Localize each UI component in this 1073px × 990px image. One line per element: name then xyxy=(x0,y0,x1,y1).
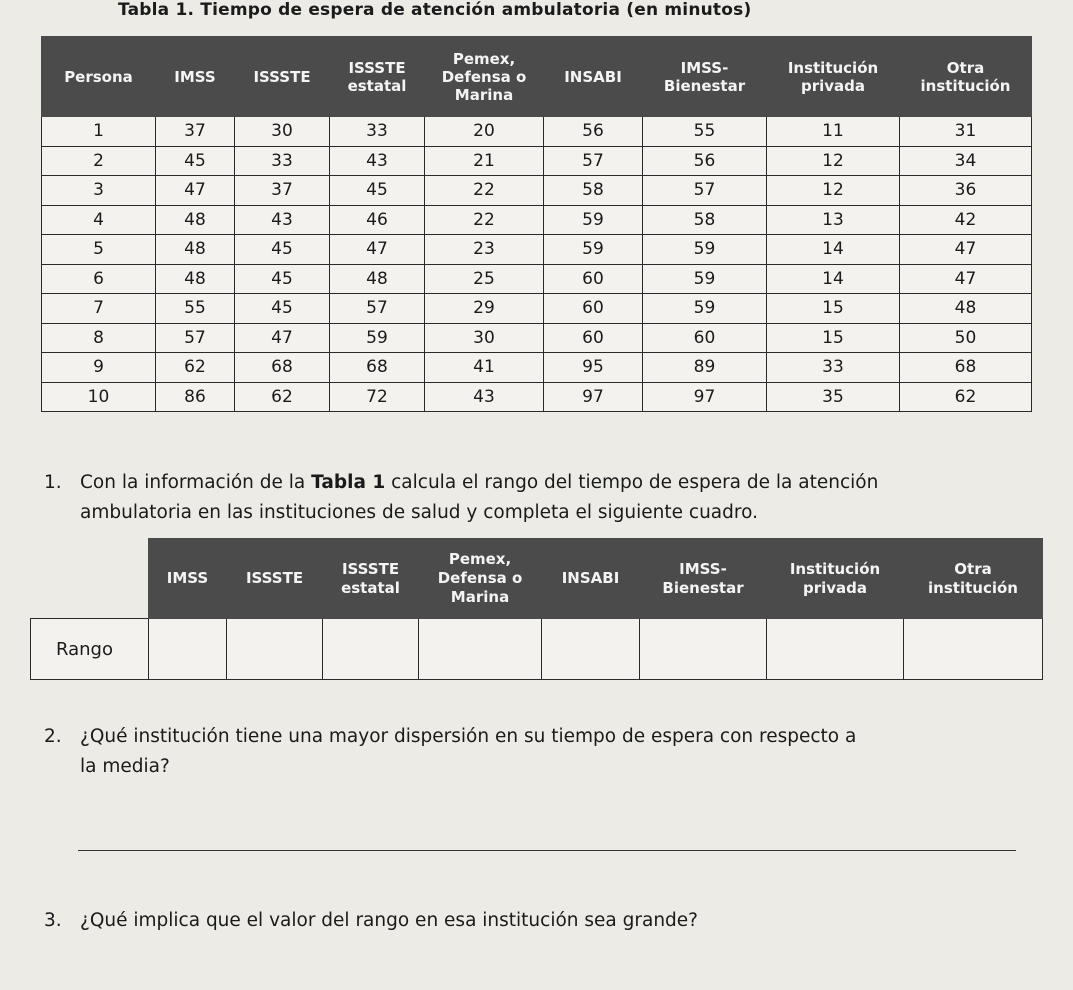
wait-time-cell: 45 xyxy=(235,294,330,324)
wait-time-cell: 59 xyxy=(643,235,767,265)
wait-time-cell: 60 xyxy=(643,323,767,353)
wait-time-cell: 30 xyxy=(235,117,330,147)
person-number-cell: 2 xyxy=(42,146,156,176)
question-number: 1. xyxy=(44,472,62,493)
wait-time-cell: 68 xyxy=(900,353,1032,383)
wait-time-cell: 58 xyxy=(544,176,643,206)
question-1-text-a: Con la información de la xyxy=(80,472,312,493)
range-row xyxy=(31,619,1043,680)
question-1-text-b: calcula el rango del tiempo de espera de la atención xyxy=(385,472,879,493)
wait-time-cell: 43 xyxy=(235,205,330,235)
range-answer-cell[interactable] xyxy=(904,619,1043,680)
table2-header-cell: ISSSTE xyxy=(227,539,323,619)
range-answer-cell[interactable] xyxy=(767,619,904,680)
wait-time-cell: 25 xyxy=(425,264,544,294)
table1-header-cell: Institución privada xyxy=(767,37,900,117)
wait-time-cell: 48 xyxy=(900,294,1032,324)
wait-time-cell: 57 xyxy=(156,323,235,353)
wait-time-cell: 12 xyxy=(767,176,900,206)
table1-header-cell: ISSSTE xyxy=(235,37,330,117)
wait-time-cell: 33 xyxy=(330,117,425,147)
wait-time-cell: 22 xyxy=(425,205,544,235)
wait-time-cell: 45 xyxy=(235,235,330,265)
wait-time-cell: 62 xyxy=(900,382,1032,412)
answer-line[interactable] xyxy=(78,850,1016,851)
wait-time-cell: 48 xyxy=(156,205,235,235)
wait-time-cell: 37 xyxy=(156,117,235,147)
person-number-cell: 8 xyxy=(42,323,156,353)
table-row xyxy=(42,353,1032,383)
wait-time-cell: 50 xyxy=(900,323,1032,353)
wait-time-cell: 72 xyxy=(330,382,425,412)
wait-time-cell: 47 xyxy=(900,264,1032,294)
wait-time-cell: 58 xyxy=(643,205,767,235)
wait-time-cell: 11 xyxy=(767,117,900,147)
wait-time-cell: 68 xyxy=(330,353,425,383)
table1-header-cell: ISSSTE estatal xyxy=(330,37,425,117)
table2-header-cell: Institución privada xyxy=(767,539,904,619)
wait-time-cell: 15 xyxy=(767,294,900,324)
wait-time-cell: 48 xyxy=(156,235,235,265)
wait-time-cell: 13 xyxy=(767,205,900,235)
wait-time-cell: 21 xyxy=(425,146,544,176)
wait-time-cell: 33 xyxy=(767,353,900,383)
person-number-cell: 4 xyxy=(42,205,156,235)
wait-time-cell: 47 xyxy=(156,176,235,206)
wait-time-cell: 55 xyxy=(156,294,235,324)
wait-time-cell: 56 xyxy=(544,117,643,147)
question-number: 3. xyxy=(44,910,62,931)
person-number-cell: 6 xyxy=(42,264,156,294)
wait-time-cell: 36 xyxy=(900,176,1032,206)
table2-header-cell: Pemex, Defensa o Marina xyxy=(419,539,542,619)
person-number-cell: 3 xyxy=(42,176,156,206)
wait-time-cell: 57 xyxy=(643,176,767,206)
question-number: 2. xyxy=(44,726,62,747)
table-row xyxy=(42,294,1032,324)
wait-time-cell: 62 xyxy=(235,382,330,412)
wait-time-cell: 46 xyxy=(330,205,425,235)
wait-time-cell: 60 xyxy=(544,294,643,324)
question-2-text-line1: ¿Qué institución tiene una mayor dispersión en su tiempo de espera con respecto a xyxy=(80,726,857,747)
range-answer-cell[interactable] xyxy=(640,619,767,680)
wait-time-cell: 59 xyxy=(544,205,643,235)
wait-time-cell: 56 xyxy=(643,146,767,176)
wait-time-cell: 89 xyxy=(643,353,767,383)
person-number-cell: 1 xyxy=(42,117,156,147)
question-1 xyxy=(44,468,1044,528)
question-1-text-line2: ambulatoria en las instituciones de salud y completa el siguiente cuadro. xyxy=(80,502,758,523)
wait-time-cell: 29 xyxy=(425,294,544,324)
wait-time-cell: 43 xyxy=(425,382,544,412)
wait-time-cell: 20 xyxy=(425,117,544,147)
table2-header-cell: INSABI xyxy=(542,539,640,619)
question-3 xyxy=(44,906,1044,936)
table-row xyxy=(42,205,1032,235)
wait-time-cell: 62 xyxy=(156,353,235,383)
table2-header-cell: ISSSTE estatal xyxy=(323,539,419,619)
table-row xyxy=(42,235,1032,265)
wait-time-cell: 59 xyxy=(643,264,767,294)
range-answer-cell[interactable] xyxy=(227,619,323,680)
table1-header-row xyxy=(42,37,1032,117)
wait-time-cell: 59 xyxy=(643,294,767,324)
wait-time-cell: 97 xyxy=(643,382,767,412)
wait-time-cell: 35 xyxy=(767,382,900,412)
table-row xyxy=(42,176,1032,206)
wait-time-cell: 48 xyxy=(156,264,235,294)
table-row xyxy=(42,323,1032,353)
wait-time-cell: 95 xyxy=(544,353,643,383)
wait-time-cell: 59 xyxy=(544,235,643,265)
wait-time-cell: 57 xyxy=(330,294,425,324)
range-answer-cell[interactable] xyxy=(419,619,542,680)
wait-time-cell: 45 xyxy=(235,264,330,294)
wait-time-cell: 60 xyxy=(544,264,643,294)
wait-time-cell: 23 xyxy=(425,235,544,265)
range-answer-cell[interactable] xyxy=(149,619,227,680)
table1-header-cell: IMSS- Bienestar xyxy=(643,37,767,117)
wait-time-cell: 30 xyxy=(425,323,544,353)
wait-time-cell: 14 xyxy=(767,235,900,265)
question-3-text-line1: ¿Qué implica que el valor del rango en esa institución sea grande? xyxy=(80,910,698,931)
table-row xyxy=(42,117,1032,147)
wait-time-cell: 86 xyxy=(156,382,235,412)
wait-time-cell: 22 xyxy=(425,176,544,206)
table2-header-cell: Otra institución xyxy=(904,539,1043,619)
wait-time-cell: 47 xyxy=(330,235,425,265)
wait-time-cell: 55 xyxy=(643,117,767,147)
wait-time-cell: 45 xyxy=(330,176,425,206)
table1-header-cell: Persona xyxy=(42,37,156,117)
range-table xyxy=(30,538,1043,680)
wait-time-cell: 59 xyxy=(330,323,425,353)
question-2-text-line2: la media? xyxy=(80,756,170,777)
table1-header-cell: INSABI xyxy=(544,37,643,117)
wait-time-cell: 37 xyxy=(235,176,330,206)
question-1-bold-ref: Tabla 1 xyxy=(311,472,386,493)
table2-header-cell: IMSS xyxy=(149,539,227,619)
wait-time-cell: 14 xyxy=(767,264,900,294)
range-row-label: Rango xyxy=(31,619,149,680)
wait-time-cell: 43 xyxy=(330,146,425,176)
table2-header-cell: IMSS- Bienestar xyxy=(640,539,767,619)
person-number-cell: 7 xyxy=(42,294,156,324)
wait-time-cell: 68 xyxy=(235,353,330,383)
wait-time-cell: 31 xyxy=(900,117,1032,147)
range-answer-cell[interactable] xyxy=(542,619,640,680)
table-row xyxy=(42,146,1032,176)
wait-time-cell: 33 xyxy=(235,146,330,176)
wait-time-cell: 41 xyxy=(425,353,544,383)
wait-time-cell: 15 xyxy=(767,323,900,353)
wait-time-cell: 57 xyxy=(544,146,643,176)
question-2 xyxy=(44,722,1044,782)
table-title: Tabla 1. Tiempo de espera de atención ambulatoria (en minutos) xyxy=(118,0,752,20)
table-row xyxy=(42,382,1032,412)
table2-corner-cell xyxy=(31,539,149,619)
waiting-time-table xyxy=(41,36,1032,412)
wait-time-cell: 97 xyxy=(544,382,643,412)
table1-header-cell: Pemex, Defensa o Marina xyxy=(425,37,544,117)
wait-time-cell: 47 xyxy=(235,323,330,353)
person-number-cell: 10 xyxy=(42,382,156,412)
wait-time-cell: 42 xyxy=(900,205,1032,235)
range-answer-cell[interactable] xyxy=(323,619,419,680)
wait-time-cell: 47 xyxy=(900,235,1032,265)
wait-time-cell: 48 xyxy=(330,264,425,294)
wait-time-cell: 12 xyxy=(767,146,900,176)
table1-header-cell: IMSS xyxy=(156,37,235,117)
wait-time-cell: 45 xyxy=(156,146,235,176)
person-number-cell: 5 xyxy=(42,235,156,265)
table-row xyxy=(42,264,1032,294)
wait-time-cell: 60 xyxy=(544,323,643,353)
person-number-cell: 9 xyxy=(42,353,156,383)
table2-header-row xyxy=(31,539,1043,619)
wait-time-cell: 34 xyxy=(900,146,1032,176)
table1-header-cell: Otra institución xyxy=(900,37,1032,117)
